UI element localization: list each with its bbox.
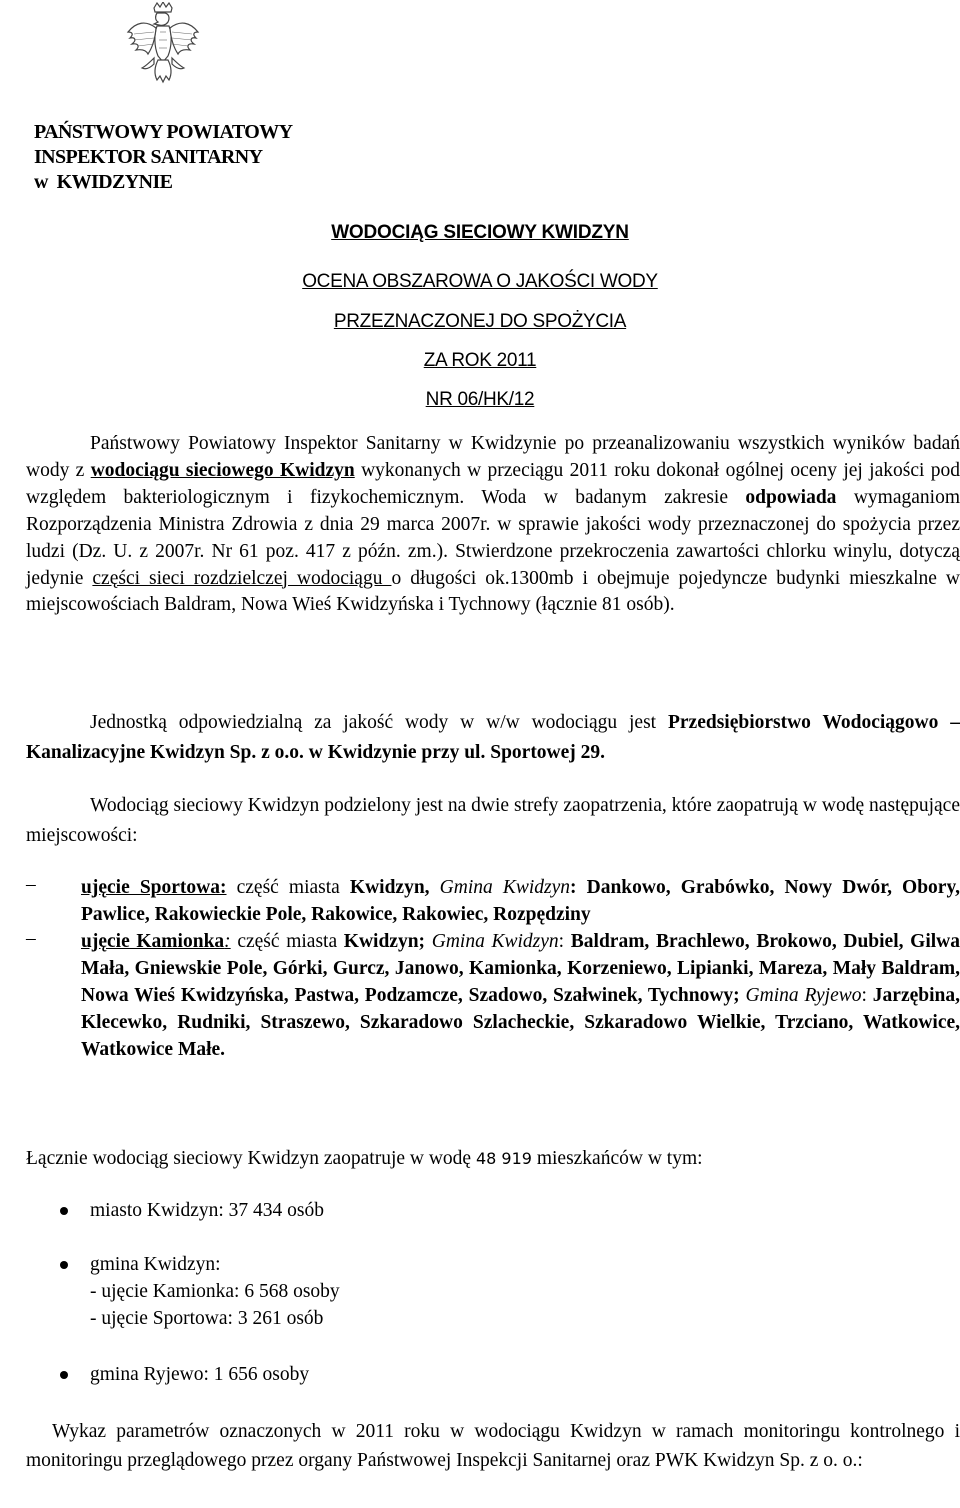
- population-breakdown-list: [60, 1197, 940, 1388]
- subtitle-line-3: ZA ROK 2011: [423, 350, 537, 371]
- authority-line-1: PAŃSTWOWY POWIATOWY: [34, 121, 293, 143]
- intake-label: ujęcie Kamionka: [81, 931, 225, 952]
- responsible-entity-paragraph: Jednostką odpowiedzialną za jakość wody w w/w wodociągu jest Przedsiębiorstwo Wodociągowo – Kanalizacyjne Kwidzyn Sp. z o.o. w Kwidzynie przy ul. Sportowej 29.: [26, 712, 960, 763]
- document-number: NR 06/HK/12: [425, 389, 535, 410]
- document-title: WODOCIĄG SIECIOWY KWIDZYN: [331, 222, 629, 243]
- compliance-verdict: odpowiada: [745, 486, 837, 508]
- list-dash: –: [26, 928, 36, 949]
- list-dash: –: [26, 874, 36, 895]
- intake-kamionka: – ujęcie Kamionka: część miasta Kwidzyn; Gmina Kwidzyn: Baldram, Brachlewo, Brokowo, Dubiel, Gilwa Mała, Gniewskie Pole, Górki, Gurcz, Janowo, Kamionka, Korzeniewo, Lipianki, Mareza, Mały Baldram, Nowa Wieś Kwidzyńska, Pastwa, Podzamcze, Szadowo, Szałwinek, Tychnowy; Gmina Ryjewo: Jarzębina, Klecewko, Rudniki, Straszewo, Szkaradowo Szlacheckie, Szkaradowo Wielkie, Trzciano, Watkowice, Watkowice Małe.: [26, 928, 960, 1060]
- assessment-paragraph: Państwowy Powiatowy Inspektor Sanitarny w Kwidzynie po przeanalizowaniu wszystkich wyników badań wody z wodociągu sieciowego Kwidzyn wykonanych w przeciągu 2011 roku dokonał ogólnej oceny jej jakości pod względem bakteriologicznym i fizykochemicznym. Woda w badanym zakresie odpowiada wymaganiom Rozporządzenia Ministra Zdrowia z dnia 29 marca 2007r. w sprawie jakości wody przeznaczonej do spożycia przez ludzi (Dz. U. z 2007r. Nr 61 poz. 417 z późn. zm.). Stwierdzone przekroczenia zawartości chlorku winylu, dotyczą jedynie części sieci rozdzielczej wodociągu o długości ok.1300mb i obejmuje pojedyncze budynki mieszkalne w miejscowościach Baldram, Nowa Wieś Kwidzyńska i Tychnowy (łącznie 81 osób).: [26, 433, 960, 616]
- issuing-authority: [34, 120, 292, 195]
- population-total: 48 919: [475, 1149, 532, 1168]
- network-name: wodociągu sieciowego Kwidzyn: [90, 459, 355, 481]
- list-item: gmina Ryjewo: 1 656 osoby: [60, 1361, 940, 1388]
- list-item: gmina Kwidzyn: - ujęcie Kamionka: 6 568 osoby - ujęcie Sportowa: 3 261 osób: [60, 1251, 940, 1332]
- parameters-intro-paragraph: Wykaz parametrów oznaczonych w 2011 roku w wodociągu Kwidzyn w ramach monitoringu kontrolnego i monitoringu przeglądowego przez organy Państwowej Inspekcji Sanitarnej oraz PWK Kwidzyn Sp. z o. o.:: [26, 1421, 960, 1471]
- authority-line-3: w KWIDZYNIE: [34, 171, 173, 193]
- list-item: miasto Kwidzyn: 37 434 osób: [60, 1197, 940, 1224]
- bullet-icon: [60, 1207, 68, 1215]
- authority-line-2: INSPEKTOR SANITARNY: [34, 146, 263, 168]
- intake-label: ujęcie Sportowa:: [81, 877, 227, 898]
- population-paragraph: Łącznie wodociąg sieciowy Kwidzyn zaopatruje w wodę 48 919 mieszkańców w tym:: [26, 1148, 703, 1169]
- bullet-icon: [60, 1371, 68, 1379]
- supply-zones-paragraph: Wodociąg sieciowy Kwidzyn podzielony jest na dwie strefy zaopatrzenia, które zaopatrują w wodę następujące miejscowości:: [26, 795, 960, 846]
- polish-eagle-icon: [124, 2, 202, 92]
- subtitle-line-1: OCENA OBSZAROWA O JAKOŚCI WODY: [302, 271, 658, 292]
- responsible-company: Przedsiębiorstwo Wodociągowo – Kanalizacyjne Kwidzyn Sp. z o.o. w Kwidzynie przy ul. Sportowej 29.: [26, 712, 960, 763]
- affected-network-part: części sieci rozdzielczej wodociągu: [92, 567, 392, 589]
- subtitle-line-2: PRZEZNACZONEJ DO SPOŻYCIA: [333, 311, 627, 332]
- bullet-icon: [60, 1261, 68, 1269]
- intake-sportowa: – ujęcie Sportowa: część miasta Kwidzyn, Gmina Kwidzyn: Dankowo, Grabówko, Nowy Dwór, Obory, Pawlice, Rakowieckie Pole, Rakowice, Rakowiec, Rozpędziny: [26, 874, 960, 925]
